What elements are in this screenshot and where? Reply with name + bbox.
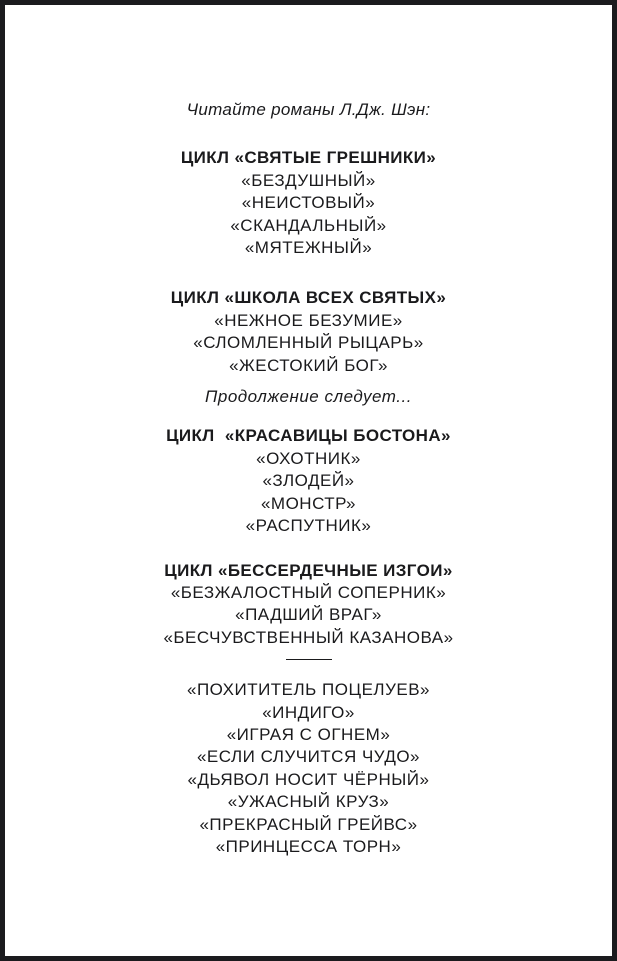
- series-section-boston-belles: [166, 425, 451, 537]
- series-section-all-saints-high: [171, 287, 446, 408]
- book-title: «УЖАСНЫЙ КРУЗ»: [227, 792, 390, 812]
- book-title: «ПРИНЦЕССА ТОРН»: [215, 836, 402, 856]
- series-heading: ЦИКЛ «ШКОЛА ВСЕХ СВЯТЫХ»: [170, 288, 447, 308]
- book-title: «ПАДШИЙ ВРАГ»: [235, 605, 382, 625]
- series-heading: ЦИКЛ «СВЯТЫЕ ГРЕШНИКИ»: [180, 148, 437, 168]
- book-title: «ЗЛОДЕЙ»: [262, 471, 355, 491]
- series-heading: ЦИКЛ «КРАСАВИЦЫ БОСТОНА»: [166, 426, 451, 446]
- continuation-note: Продолжение следует...: [205, 387, 412, 407]
- section-divider-rule: [286, 659, 332, 660]
- book-title: «МОНСТР»: [260, 493, 357, 513]
- book-title: «БЕЗЖАЛОСТНЫЙ СОПЕРНИК»: [170, 582, 447, 602]
- book-title: «ИНДИГО»: [262, 702, 355, 722]
- book-title: «ЕСЛИ СЛУЧИТСЯ ЧУДО»: [196, 747, 421, 767]
- read-novels-header: Читайте романы Л.Дж. Шэн:: [186, 100, 431, 119]
- book-title: «СЛОМЛЕННЫЙ РЫЦАРЬ»: [193, 333, 424, 353]
- book-title: «НЕИСТОВЫЙ»: [241, 193, 376, 213]
- page-content: [5, 5, 612, 858]
- book-title: «ПРЕКРАСНЫЙ ГРЕЙВС»: [199, 814, 418, 834]
- series-section-cruel-castaways: [163, 560, 453, 650]
- book-title: «БЕСЧУВСТВЕННЫЙ КАЗАНОВА»: [163, 627, 454, 647]
- standalone-titles-section: [187, 679, 430, 858]
- book-title: «СКАНДАЛЬНЫЙ»: [230, 215, 387, 235]
- book-title: «РАСПУТНИК»: [245, 516, 372, 536]
- book-title: «ПОХИТИТЕЛЬ ПОЦЕЛУЕВ»: [187, 680, 430, 700]
- series-section-saints-sinners: [181, 147, 436, 259]
- book-title: «ДЬЯВОЛ НОСИТ ЧЁРНЫЙ»: [187, 769, 430, 789]
- book-title: «МЯТЕЖНЫЙ»: [244, 238, 373, 258]
- book-title: «ОХОТНИК»: [256, 448, 361, 468]
- book-title: «ИГРАЯ С ОГНЕМ»: [226, 724, 391, 744]
- book-title: «БЕЗДУШНЫЙ»: [241, 170, 376, 190]
- series-heading: ЦИКЛ «БЕССЕРДЕЧНЫЕ ИЗГОИ»: [164, 560, 453, 580]
- book-title: «ЖЕСТОКИЙ БОГ»: [229, 355, 388, 375]
- book-title: «НЕЖНОЕ БЕЗУМИЕ»: [214, 310, 403, 330]
